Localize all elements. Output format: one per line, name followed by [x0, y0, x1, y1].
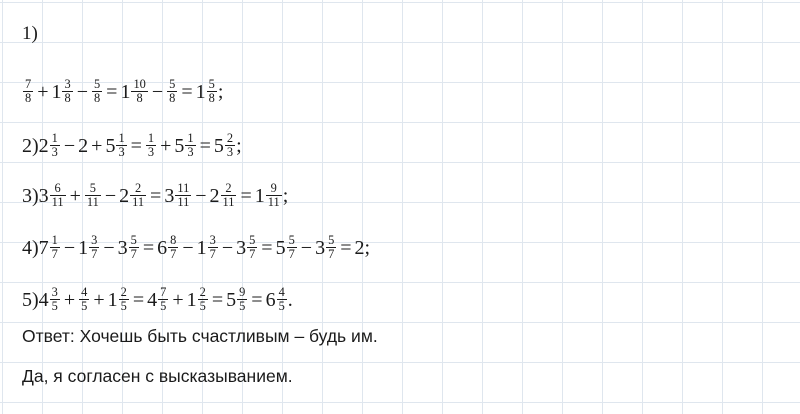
fraction-numerator: 3	[64, 76, 71, 91]
whole-part: 1	[78, 236, 89, 259]
fraction	[277, 286, 287, 313]
fraction-numerator: 3	[209, 232, 216, 247]
fraction-numerator: 6	[54, 180, 61, 195]
fraction	[23, 78, 33, 105]
item-label: 4)	[22, 236, 39, 259]
item-label: 5)	[22, 288, 39, 311]
whole-part: 5	[105, 134, 116, 157]
fraction-denominator: 7	[91, 246, 98, 261]
fraction	[119, 286, 129, 313]
fraction	[62, 78, 72, 105]
fraction-denominator: 7	[288, 246, 295, 261]
operator: +	[160, 134, 172, 157]
fraction-denominator: 11	[267, 194, 280, 209]
operator: +	[93, 288, 105, 311]
fraction	[130, 182, 146, 209]
fraction-denominator: 7	[328, 246, 335, 261]
fraction	[326, 234, 336, 261]
punctuation: ;	[217, 80, 224, 103]
fraction-denominator: 8	[25, 90, 32, 105]
fraction-numerator: 5	[208, 76, 215, 91]
fraction-denominator: 8	[64, 90, 71, 105]
operator: −	[103, 236, 115, 259]
fraction-denominator: 3	[118, 144, 125, 159]
fraction-denominator: 5	[239, 298, 246, 313]
number: 2	[78, 134, 89, 157]
item-label: 3)	[22, 184, 39, 207]
fraction	[287, 234, 297, 261]
operator: =	[251, 288, 263, 311]
fraction	[207, 78, 217, 105]
fraction	[168, 234, 178, 261]
fraction-denominator: 7	[249, 246, 256, 261]
item-label: 2)	[22, 134, 39, 157]
fraction-numerator: 5	[288, 232, 295, 247]
fraction-numerator: 2	[199, 284, 206, 299]
whole-part: 3	[164, 184, 175, 207]
fraction-denominator: 3	[147, 144, 155, 159]
fraction-denominator: 11	[222, 194, 235, 209]
whole-part: 1	[51, 80, 62, 103]
equation-line-5	[22, 286, 293, 313]
fraction-denominator: 11	[51, 194, 64, 209]
fraction	[167, 78, 177, 105]
fraction-numerator: 9	[239, 284, 246, 299]
whole-part: 1	[107, 288, 118, 311]
operator: −	[151, 80, 164, 103]
operator: =	[106, 80, 118, 103]
task-number: 1)	[22, 23, 38, 44]
fraction-denominator: 11	[132, 194, 145, 209]
whole-part: 5	[226, 288, 237, 311]
fraction-numerator: 1	[147, 130, 155, 145]
whole-part: 1	[196, 236, 207, 259]
whole-part: 4	[38, 288, 49, 311]
operator: =	[199, 134, 211, 157]
whole-part: 4	[147, 288, 158, 311]
operator: −	[182, 236, 194, 259]
fraction-numerator: 1	[51, 232, 58, 247]
operator: +	[91, 134, 103, 157]
answer-line: Ответ: Хочешь быть счастливым – будь им.	[22, 326, 378, 346]
fraction-numerator: 5	[130, 232, 137, 247]
fraction-denominator: 11	[177, 194, 190, 209]
fraction-denominator: 3	[226, 144, 234, 159]
fraction	[237, 286, 247, 313]
fraction-denominator: 5	[81, 298, 88, 313]
fraction	[175, 182, 191, 209]
fraction-denominator: 8	[208, 90, 215, 105]
fraction	[116, 132, 126, 159]
fraction-numerator: 5	[89, 180, 96, 195]
whole-part: 5	[275, 236, 286, 259]
whole-part: 6	[157, 236, 168, 259]
fraction-numerator: 2	[134, 180, 142, 195]
fraction	[79, 286, 89, 313]
fraction-numerator: 2	[225, 180, 232, 195]
fraction-numerator: 3	[51, 284, 58, 299]
equation-line-3	[22, 182, 288, 209]
fraction	[89, 234, 99, 261]
whole-part: 1	[186, 288, 197, 311]
operator: =	[150, 184, 162, 207]
fraction	[50, 234, 60, 261]
operator: −	[76, 80, 88, 103]
equation-line-1	[22, 78, 223, 105]
fraction	[92, 78, 102, 105]
operator: =	[181, 80, 193, 103]
fraction-numerator: 4	[278, 284, 285, 299]
whole-part: 3	[236, 236, 247, 259]
fraction-numerator: 7	[160, 284, 167, 299]
fraction-numerator: 2	[226, 130, 234, 145]
operator: =	[142, 236, 155, 259]
whole-part: 2	[209, 184, 220, 207]
whole-part: 6	[265, 288, 276, 311]
whole-part: 1	[120, 80, 131, 103]
fraction-numerator: 9	[270, 180, 277, 195]
fraction-denominator: 7	[170, 246, 177, 261]
fraction	[50, 182, 66, 209]
whole-part: 3	[38, 184, 49, 207]
operator: =	[340, 236, 352, 259]
equation-line-2	[22, 132, 242, 159]
whole-part: 3	[117, 236, 128, 259]
fraction-numerator: 5	[249, 232, 256, 247]
whole-part: 7	[38, 236, 49, 259]
fraction	[198, 286, 208, 313]
operator: =	[211, 288, 224, 311]
whole-part: 1	[195, 80, 206, 103]
fraction	[50, 132, 60, 159]
fraction	[85, 182, 101, 209]
fraction-numerator: 1	[51, 130, 58, 145]
operator: −	[195, 184, 207, 207]
fraction-denominator: 7	[51, 246, 58, 261]
fraction-denominator: 7	[130, 246, 137, 261]
fraction-numerator: 1	[187, 130, 194, 145]
whole-part: 2	[119, 184, 130, 207]
fraction-numerator: 4	[81, 284, 88, 299]
operator: +	[63, 288, 76, 311]
fraction-numerator: 3	[91, 232, 98, 247]
fraction-denominator: 11	[86, 194, 99, 209]
operator: −	[63, 134, 76, 157]
fraction	[129, 234, 139, 261]
whole-part: 3	[315, 236, 326, 259]
agreement-line: Да, я согласен с высказыванием.	[22, 366, 293, 386]
operator: −	[221, 236, 234, 259]
fraction-denominator: 3	[187, 144, 194, 159]
fraction	[50, 286, 60, 313]
operator: +	[69, 184, 81, 207]
fraction-numerator: 11	[177, 180, 190, 195]
fraction-denominator: 5	[51, 298, 58, 313]
operator: =	[130, 134, 142, 157]
fraction	[146, 132, 156, 159]
operator: −	[63, 236, 76, 259]
fraction-denominator: 7	[209, 246, 216, 261]
fraction-numerator: 7	[25, 76, 32, 91]
number: 2	[354, 236, 365, 259]
fraction	[208, 234, 218, 261]
equation-line-4	[22, 234, 370, 261]
fraction-numerator: 1	[118, 130, 125, 145]
operator: −	[300, 236, 313, 259]
punctuation: ;	[236, 134, 242, 157]
punctuation: ;	[364, 236, 371, 259]
whole-part: 5	[174, 134, 185, 157]
operator: +	[37, 80, 49, 103]
fraction-denominator: 8	[169, 90, 176, 105]
fraction	[247, 234, 257, 261]
fraction-denominator: 3	[51, 144, 58, 159]
operator: =	[261, 236, 273, 259]
fraction-denominator: 5	[278, 298, 285, 313]
fraction-denominator: 5	[120, 298, 127, 313]
fraction-numerator: 5	[93, 76, 101, 91]
whole-part: 1	[254, 184, 265, 207]
fraction	[131, 78, 147, 105]
fraction-numerator: 10	[133, 76, 146, 91]
fraction	[158, 286, 168, 313]
fraction-denominator: 8	[131, 91, 147, 105]
punctuation: ;	[282, 184, 289, 207]
fraction	[221, 182, 237, 209]
fraction-denominator: 8	[93, 90, 101, 105]
fraction-denominator: 5	[199, 298, 206, 313]
fraction-denominator: 5	[160, 298, 167, 313]
fraction	[266, 182, 282, 209]
whole-part: 5	[213, 134, 224, 157]
fraction-numerator: 2	[120, 284, 127, 299]
fraction	[185, 132, 195, 159]
operator: =	[132, 288, 145, 311]
punctuation: .	[287, 288, 293, 311]
fraction	[225, 132, 235, 159]
operator: −	[104, 184, 117, 207]
whole-part: 2	[38, 134, 49, 157]
fraction-numerator: 5	[328, 232, 335, 247]
operator: +	[172, 288, 184, 311]
fraction-numerator: 5	[169, 76, 176, 91]
operator: =	[240, 184, 252, 207]
fraction-numerator: 8	[170, 232, 177, 247]
